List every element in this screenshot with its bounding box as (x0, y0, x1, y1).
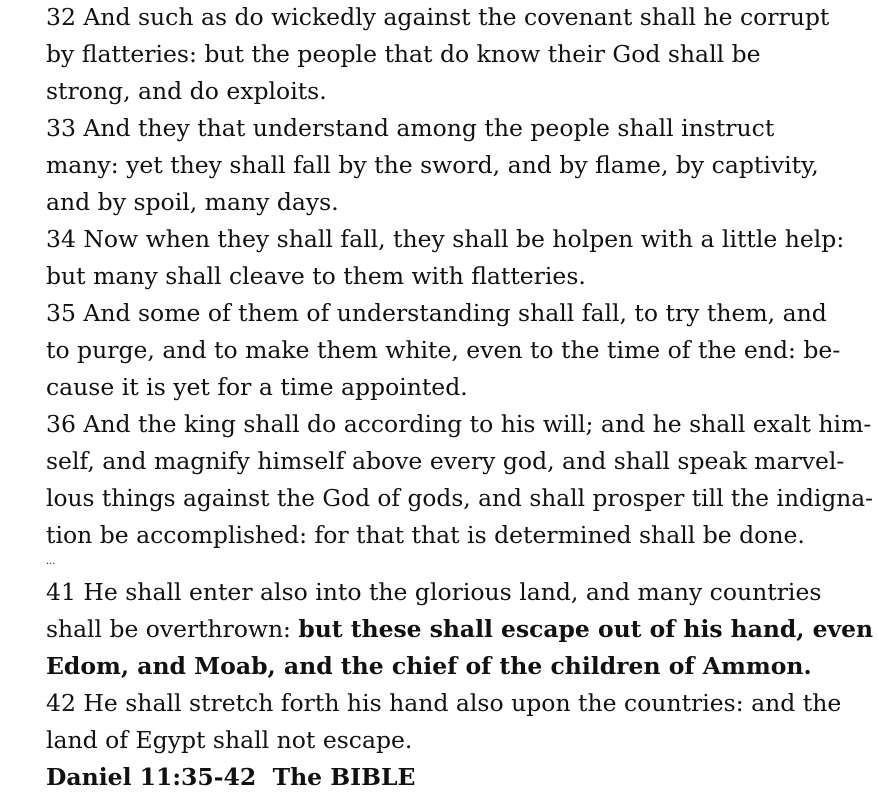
verse-36-line-1: 36 And the king shall do according to his will; and he shall exalt him- (46, 410, 872, 438)
verse-34-line-1: 34 Now when they shall fall, they shall be holpen with a little help: (46, 225, 845, 253)
verse-41-bold-text: but these shall escape out of his hand, even (298, 615, 874, 643)
verse-41-line-1: 41 He shall enter also into the glorious land, and many countries (46, 578, 822, 606)
verse-41-plain-text: shall be overthrown: (46, 615, 299, 643)
verse-32-line-3: strong, and do exploits. (46, 77, 327, 105)
omission-ellipsis: ... (46, 556, 56, 567)
verse-35-line-3: cause it is yet for a time appointed. (46, 373, 468, 401)
verse-35-line-1: 35 And some of them of understanding shall fall, to try them, and (46, 299, 827, 327)
verse-41-line-3: Edom, and Moab, and the chief of the children of Ammon. (46, 652, 812, 680)
verse-36-line-4: tion be accomplished: for that that is determined shall be done. (46, 521, 805, 549)
verse-35-line-2: to purge, and to make them white, even to the time of the end: be- (46, 336, 841, 364)
verse-34-line-2: but many shall cleave to them with flatteries. (46, 262, 586, 290)
verse-42-line-1: 42 He shall stretch forth his hand also upon the countries: and the (46, 689, 842, 717)
verse-33-line-2: many: yet they shall fall by the sword, and by flame, by captivity, (46, 151, 819, 179)
verse-36-line-3: lous things against the God of gods, and shall prosper till the indigna- (46, 484, 874, 512)
verse-33-line-3: and by spoil, many days. (46, 188, 339, 216)
citation: Daniel 11:35-42 The BIBLE (46, 763, 416, 791)
verse-32-line-2: by flatteries: but the people that do know their God shall be (46, 40, 761, 68)
verse-41-line-2 (46, 614, 873, 644)
verse-33-line-1: 33 And they that understand among the people shall instruct (46, 114, 775, 142)
verse-36-line-2: self, and magnify himself above every god, and shall speak marvel- (46, 447, 845, 475)
verse-32-line-1: 32 And such as do wickedly against the covenant shall he corrupt (46, 3, 830, 31)
verse-42-line-2: land of Egypt shall not escape. (46, 726, 413, 754)
